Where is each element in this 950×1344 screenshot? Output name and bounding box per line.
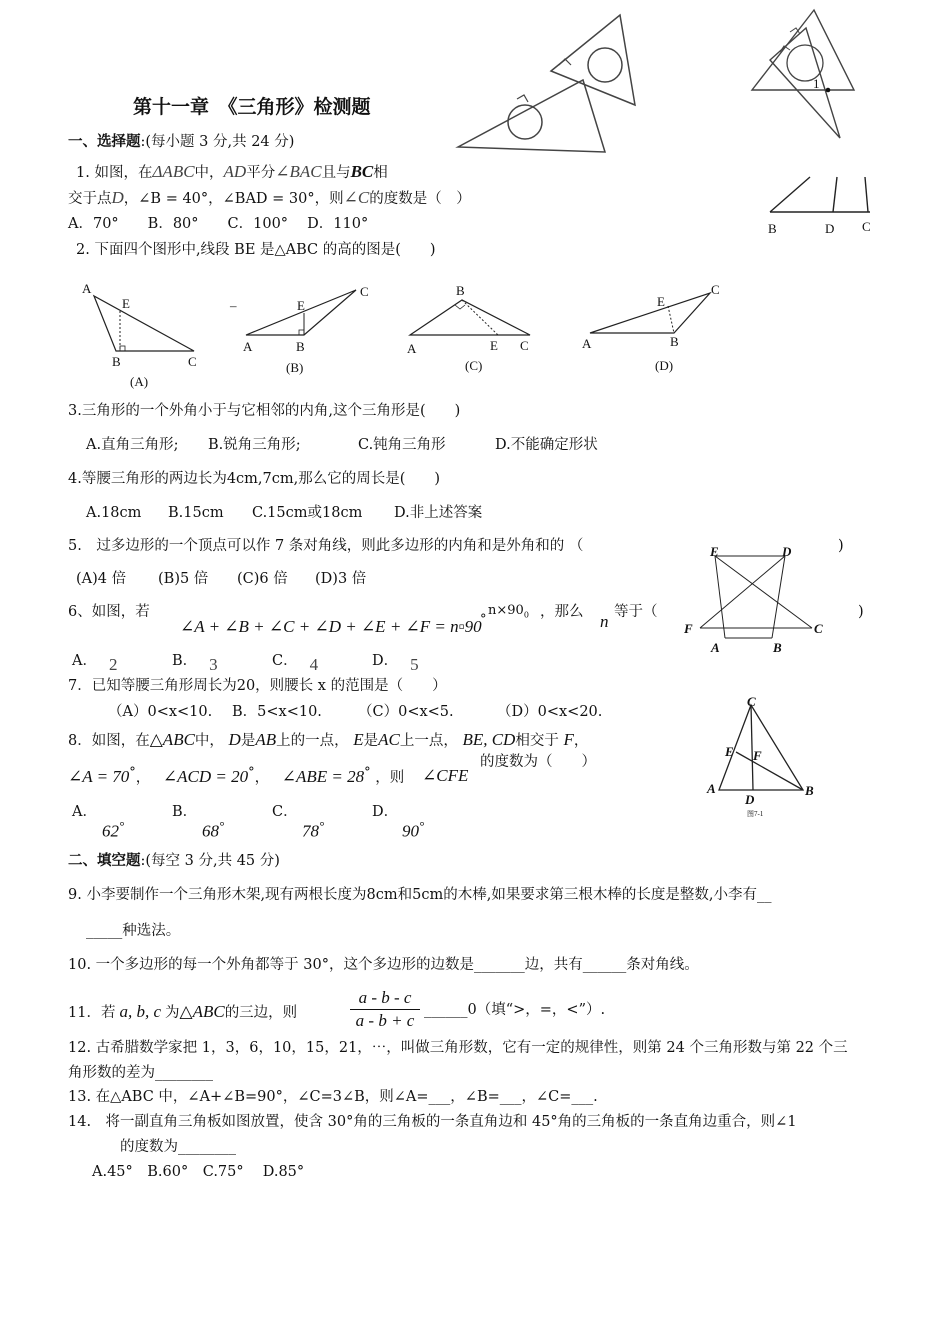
question-3: 3.三角形的一个外角小于与它相邻的内角,这个三角形是( )	[68, 403, 461, 419]
question-8-option-d: D． 90°	[372, 804, 425, 841]
svg-text:(A): (A)	[130, 374, 149, 389]
svg-text:(D): (D)	[655, 358, 674, 373]
question-8-option-a: A． 62°	[72, 804, 125, 841]
question-10: 10. 一个多边形的每一个外角都等于 30°，这个多边形的边数是_______边，共有______条对角线。	[68, 957, 699, 973]
svg-text:D: D	[745, 792, 755, 807]
svg-text:A: A	[711, 640, 720, 655]
question-8-option-b: B． 68°	[172, 804, 225, 841]
question-6-then: ，那么	[540, 604, 584, 620]
svg-text:A: A	[707, 781, 716, 796]
question-13: 13. 在△ABC 中，∠A+∠B=90°，∠C=3∠B，则∠A=___，∠B=___，∠C=___.	[68, 1089, 598, 1105]
svg-text:A: A	[243, 339, 253, 354]
svg-text:D: D	[782, 544, 792, 559]
svg-text:E: E	[657, 294, 665, 309]
question-14-options: A.45° B.60° C.75° D.85°	[92, 1164, 305, 1180]
svg-text:E: E	[710, 544, 719, 559]
question-8-tail: 的度数为（ ）	[480, 754, 596, 770]
question-14-line-1: 14. 将一副直角三角板如图放置，使含 30°角的三角板的一条直角边和 45°角的三角板的一条直角边重合，则∠1	[68, 1114, 797, 1130]
question-4: 4.等腰三角形的两边长为4cm,7cm,那么它的周长是( )	[68, 471, 441, 487]
svg-text:C: C	[188, 354, 197, 369]
svg-text:B: B	[805, 783, 814, 798]
question-7-option-c: （C）0<x<5.	[358, 704, 454, 720]
question-12-line-1: 12. 古希腊数学家把 1，3，6，10，15，21，⋯，叫做三角形数，它有一定的规律性，则第 24 个三角形数与第 22 个三	[68, 1040, 848, 1056]
svg-text:C: C	[814, 621, 823, 636]
question-6-expression: ∠A + ∠B + ∠C + ∠D + ∠E + ∠F = n▫90	[180, 617, 482, 636]
question-5-option-c: (C)6 倍	[237, 571, 288, 587]
question-6-option-c: C． 4	[272, 653, 319, 674]
question-3-option-b: B.锐角三角形;	[208, 437, 301, 453]
svg-text:E: E	[490, 338, 498, 353]
question-5: 5. 过多边形的一个顶点可以作 7 条对角线，则此多边形的内角和是外角和的 （	[68, 538, 584, 554]
svg-text:(B): (B)	[286, 360, 304, 375]
svg-text:C: C	[862, 219, 871, 234]
svg-text:A: A	[82, 281, 92, 296]
question-5-option-b: (B)5 倍	[158, 571, 209, 587]
question-12-line-2: 角形数的差为________	[68, 1065, 213, 1081]
question-3-option-d: D.不能确定形状	[495, 437, 598, 453]
question-5-option-d: (D)3 倍	[315, 571, 367, 587]
question-6-figure	[680, 544, 830, 659]
svg-text:F: F	[684, 621, 693, 636]
svg-text:F: F	[753, 748, 762, 763]
svg-text:C: C	[711, 282, 720, 297]
svg-text:–: –	[230, 298, 237, 313]
question-6-option-d: D． 5	[372, 653, 419, 674]
angle-1-figure	[750, 8, 860, 148]
question-6-close: )	[858, 604, 864, 620]
svg-text:图7-1: 图7-1	[747, 810, 764, 818]
svg-text:C: C	[747, 694, 756, 709]
question-6-option-b: B． 3	[172, 653, 218, 674]
question-6-option-a: A． 2	[72, 653, 118, 674]
question-9-line-2: _____种选法。	[86, 923, 181, 939]
question-2: 2. 下面四个图形中,线段 BE 是△ABC 的高的图是( )	[76, 242, 436, 258]
question-8-line-2: ∠A = 70°， ∠ACD = 20°， ∠ABE = 28° ，则	[68, 765, 405, 786]
question-8-line-1: 8．如图，在△ABC中， D是AB上的一点， E是AC上一点， BE, CD相交于 F，	[68, 730, 589, 749]
set-square-figure	[455, 5, 705, 155]
question-7: 7．已知等腰三角形周长为20，则腰长 x 的范围是（ ）	[68, 678, 447, 694]
question-9-line-1: 9. 小李要制作一个三角形木架,现有两根长度为8cm和5cm的木棒,如果要求第三根木棒的长度是整数,小李有__	[68, 887, 772, 903]
question-3-option-c: C.钝角三角形	[358, 437, 446, 453]
question-4-option-d: D.非上述答案	[394, 505, 483, 521]
question-4-option-b: B.15cm	[168, 505, 224, 521]
svg-text:E: E	[122, 296, 130, 311]
svg-text:D: D	[825, 221, 835, 236]
svg-text:A: A	[407, 341, 417, 356]
section-2-heading: 二、填空题:(每空 3 分,共 45 分)	[68, 853, 280, 869]
svg-text:B: B	[112, 354, 121, 369]
svg-text:E: E	[297, 298, 305, 313]
svg-text:B: B	[296, 339, 305, 354]
question-1-line-2: 交于点D，∠B = 40°，∠BAD = 30°，则∠C的度数是（ ）	[68, 188, 471, 207]
question-4-option-a: A.18cm	[86, 505, 142, 521]
question-11: 11．若 a, b, c 为△ABC的三边，则	[68, 1002, 298, 1021]
section-1-heading: 一、选择题:(每小题 3 分,共 24 分)	[68, 134, 295, 150]
svg-text:A: A	[582, 336, 592, 351]
question-6-overlay: $n\times 90_0$	[488, 603, 529, 620]
angle-1-label: 1	[813, 76, 820, 91]
svg-text:(C): (C)	[465, 358, 483, 373]
question-8-figure	[705, 694, 825, 820]
question-1-figure	[765, 175, 885, 240]
question-14-line-2: 的度数为________	[120, 1139, 236, 1155]
question-6-degree: °	[480, 612, 487, 627]
svg-text:E: E	[725, 744, 734, 759]
question-1-line-1: 1. 如图，在ΔABC中，AD平分∠BAC且与BC相	[76, 162, 388, 181]
svg-text:C: C	[360, 284, 369, 299]
question-11-tail: ______0（填“>，=，<”）.	[424, 1002, 606, 1018]
question-5-option-a: (A)4 倍	[76, 571, 127, 587]
question-8-ask: ∠CFE	[422, 766, 469, 785]
question-4-option-c: C.15cm或18cm	[252, 505, 363, 521]
question-11-fraction: a - b - c a - b + c	[350, 988, 420, 1031]
question-2-figures	[70, 278, 750, 393]
question-1-options: A．70° B．80° C．100° D．110°	[68, 216, 369, 232]
question-7-option-a: （A）0<x<10.	[108, 704, 213, 720]
question-6-ask: 等于（	[614, 604, 658, 620]
question-5-close: )	[838, 538, 844, 554]
page-title: 第十一章 《三角形》检测题	[133, 96, 371, 118]
question-6-n: n	[600, 612, 609, 631]
question-3-option-a: A.直角三角形;	[86, 437, 179, 453]
svg-text:B: B	[670, 334, 679, 349]
svg-text:C: C	[520, 338, 529, 353]
svg-text:B: B	[456, 283, 465, 298]
question-7-option-b: B．5<x<10.	[232, 704, 322, 720]
question-8-option-c: C． 78°	[272, 804, 325, 841]
question-7-option-d: （D）0<x<20.	[497, 704, 603, 720]
svg-text:B: B	[773, 640, 782, 655]
svg-text:B: B	[768, 221, 777, 236]
question-6-lead: 6、如图，若	[68, 604, 150, 620]
